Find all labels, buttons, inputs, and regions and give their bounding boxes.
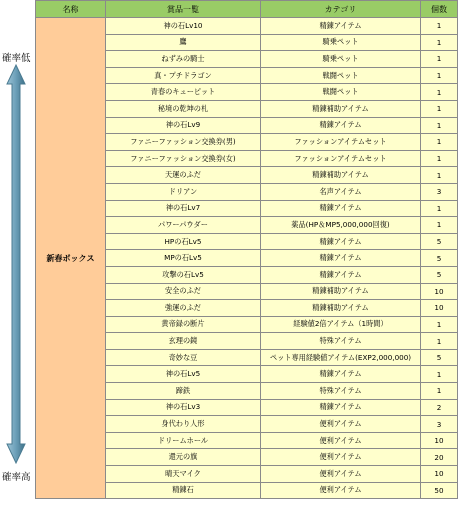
low-probability-label: 確率低 — [2, 53, 31, 64]
probability-scale — [0, 0, 34, 513]
item-name-cell: 秘境の乾坤の札 — [106, 100, 261, 117]
item-count-cell: 1 — [421, 200, 458, 217]
item-count-cell: 1 — [421, 67, 458, 84]
item-category-cell: ファッションアイテムセット — [261, 150, 421, 167]
item-name-cell: 身代わり人形 — [106, 416, 261, 433]
item-count-cell: 20 — [421, 449, 458, 466]
item-count-cell: 1 — [421, 84, 458, 101]
item-category-cell: 特殊アイテム — [261, 383, 421, 400]
item-count-cell: 1 — [421, 217, 458, 234]
item-name-cell: ドリームホール — [106, 432, 261, 449]
item-category-cell: 精錬アイテム — [261, 366, 421, 383]
item-category-cell: 精錬アイテム — [261, 399, 421, 416]
box-name-cell: 新春ボックス — [36, 18, 106, 499]
item-name-cell: 晴天マイク — [106, 466, 261, 483]
header-prize: 賞品一覧 — [106, 1, 261, 18]
header-category: カテゴリ — [261, 1, 421, 18]
item-name-cell: 安全のふだ — [106, 283, 261, 300]
item-name-cell: 神の石Lv7 — [106, 200, 261, 217]
item-category-cell: 名声アイテム — [261, 183, 421, 200]
item-category-cell: 精錬補助アイテム — [261, 283, 421, 300]
table-row — [36, 18, 458, 35]
item-category-cell: 精錬アイテム — [261, 18, 421, 35]
item-count-cell: 1 — [421, 34, 458, 51]
prize-rows — [36, 18, 458, 499]
item-count-cell: 1 — [421, 117, 458, 134]
item-category-cell: 便利アイテム — [261, 466, 421, 483]
item-name-cell: 鷹 — [106, 34, 261, 51]
item-count-cell: 2 — [421, 399, 458, 416]
item-category-cell: 精錬アイテム — [261, 233, 421, 250]
item-category-cell: 戦闘ペット — [261, 84, 421, 101]
double-arrow-icon — [4, 64, 28, 464]
item-name-cell: 黄帝録の断片 — [106, 316, 261, 333]
item-count-cell: 3 — [421, 416, 458, 433]
item-count-cell: 1 — [421, 167, 458, 184]
item-count-cell: 5 — [421, 266, 458, 283]
item-name-cell: 強運のふだ — [106, 300, 261, 317]
prize-table — [35, 0, 458, 499]
item-count-cell: 1 — [421, 333, 458, 350]
item-name-cell: 玄理の鏡 — [106, 333, 261, 350]
item-category-cell: 精錬アイテム — [261, 250, 421, 267]
item-count-cell: 10 — [421, 300, 458, 317]
item-count-cell: 10 — [421, 432, 458, 449]
item-category-cell: 騎乗ペット — [261, 34, 421, 51]
item-count-cell: 1 — [421, 383, 458, 400]
item-category-cell: 薬品(HP＆MP5,000,000回復) — [261, 217, 421, 234]
item-category-cell: 精錬補助アイテム — [261, 100, 421, 117]
item-category-cell: 精錬アイテム — [261, 117, 421, 134]
item-name-cell: HPの石Lv5 — [106, 233, 261, 250]
item-name-cell: 真・プチドラゴン — [106, 67, 261, 84]
item-count-cell: 1 — [421, 134, 458, 151]
item-category-cell: 戦闘ペット — [261, 67, 421, 84]
item-category-cell: 経験値2倍アイテム（1時間） — [261, 316, 421, 333]
item-category-cell: ペット専用経験値アイテム(EXP2,000,000) — [261, 349, 421, 366]
item-name-cell: 青春のキューピット — [106, 84, 261, 101]
item-name-cell: 神の石Lv9 — [106, 117, 261, 134]
item-name-cell: 蹄鉄 — [106, 383, 261, 400]
header-count: 個数 — [421, 1, 458, 18]
item-name-cell: 奇妙な豆 — [106, 349, 261, 366]
item-name-cell: 神の石Lv3 — [106, 399, 261, 416]
item-category-cell: 精錬アイテム — [261, 266, 421, 283]
item-category-cell: 騎乗ペット — [261, 51, 421, 68]
item-name-cell: ドリアン — [106, 183, 261, 200]
item-count-cell: 3 — [421, 183, 458, 200]
item-name-cell: パワーパウダー — [106, 217, 261, 234]
item-category-cell: 特殊アイテム — [261, 333, 421, 350]
item-count-cell: 5 — [421, 250, 458, 267]
item-count-cell: 1 — [421, 100, 458, 117]
item-name-cell: 還元の旗 — [106, 449, 261, 466]
item-count-cell: 10 — [421, 283, 458, 300]
item-name-cell: ねずみの騎士 — [106, 51, 261, 68]
item-category-cell: 精錬補助アイテム — [261, 300, 421, 317]
item-category-cell: 便利アイテム — [261, 449, 421, 466]
item-category-cell: ファッションアイテムセット — [261, 134, 421, 151]
item-category-cell: 精錬補助アイテム — [261, 167, 421, 184]
item-count-cell: 50 — [421, 482, 458, 499]
item-category-cell: 便利アイテム — [261, 482, 421, 499]
item-category-cell: 便利アイテム — [261, 432, 421, 449]
item-name-cell: 神の石Lv5 — [106, 366, 261, 383]
high-probability-label: 確率高 — [2, 472, 31, 483]
item-count-cell: 1 — [421, 51, 458, 68]
item-count-cell: 1 — [421, 316, 458, 333]
item-count-cell: 1 — [421, 18, 458, 35]
item-name-cell: MPの石Lv5 — [106, 250, 261, 267]
item-name-cell: 精錬石 — [106, 482, 261, 499]
item-count-cell: 10 — [421, 466, 458, 483]
item-name-cell: 攻撃の石Lv5 — [106, 266, 261, 283]
item-name-cell: 神の石Lv10 — [106, 18, 261, 35]
item-name-cell: 天運のふだ — [106, 167, 261, 184]
item-name-cell: ファニーファッション交換券(女) — [106, 150, 261, 167]
item-count-cell: 1 — [421, 150, 458, 167]
item-category-cell: 便利アイテム — [261, 416, 421, 433]
item-count-cell: 5 — [421, 233, 458, 250]
item-category-cell: 精錬アイテム — [261, 200, 421, 217]
item-count-cell: 1 — [421, 366, 458, 383]
header-name: 名称 — [36, 1, 106, 18]
header-row — [36, 1, 458, 18]
item-count-cell: 5 — [421, 349, 458, 366]
item-name-cell: ファニーファッション交換券(男) — [106, 134, 261, 151]
